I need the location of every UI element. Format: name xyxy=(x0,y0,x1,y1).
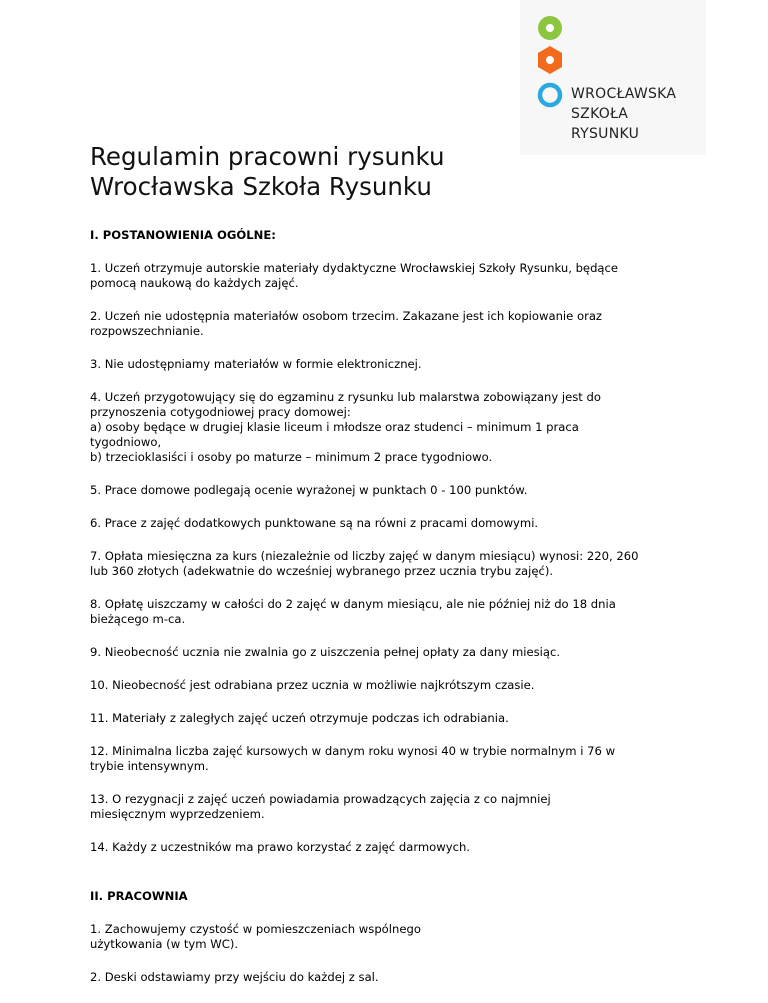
logo-wordmark xyxy=(571,84,676,144)
regulation-item xyxy=(90,645,690,660)
section-heading: II. PRACOWNIA xyxy=(90,889,188,903)
regulation-item xyxy=(90,357,690,372)
regulation-item xyxy=(90,597,690,627)
regulation-line: 10. Nieobecność jest odrabiana przez ucznia w możliwie najkrótszym czasie. xyxy=(90,678,535,692)
regulation-line: przynoszenia cotygodniowej pracy domowej: xyxy=(90,405,351,419)
green-circle-center xyxy=(546,24,554,32)
regulation-item xyxy=(90,516,690,531)
regulation-item xyxy=(90,549,690,579)
orange-hexagon-center xyxy=(546,56,554,64)
document-body xyxy=(90,228,690,1003)
regulation-item xyxy=(90,711,690,726)
green-circle-icon xyxy=(537,15,563,41)
blue-ring-shape xyxy=(540,85,560,105)
regulation-line: a) osoby będące w drugiej klasie liceum i młodsze oraz studenci – minimum 1 praca xyxy=(90,420,579,434)
title-line-2: Wrocławska Szkoła Rysunku xyxy=(90,172,432,201)
regulation-item xyxy=(90,922,690,952)
regulation-line: użytkowania (w tym WC). xyxy=(90,937,239,951)
logo-line-1: WROCŁAWSKA xyxy=(571,86,677,102)
regulation-line: bieżącego m-ca. xyxy=(90,612,186,626)
regulation-item xyxy=(90,483,690,498)
regulation-line: 3. Nie udostępniamy materiałów w formie elektronicznej. xyxy=(90,357,422,371)
regulation-item xyxy=(90,792,690,822)
regulation-line: 14. Każdy z uczestników ma prawo korzystać z zajęć darmowych. xyxy=(90,840,471,854)
regulation-item xyxy=(90,840,690,855)
regulation-line: 4. Uczeń przygotowujący się do egzaminu z rysunku lub malarstwa zobowiązany jest do xyxy=(90,390,601,404)
regulation-item xyxy=(90,261,690,291)
regulation-item xyxy=(90,678,690,693)
orange-hexagon-icon xyxy=(537,45,563,75)
regulation-line: 2. Deski odstawiamy przy wejściu do każdej z sal. xyxy=(90,970,379,984)
regulation-line: tygodniowo, xyxy=(90,435,162,449)
regulation-item xyxy=(90,309,690,339)
document-title xyxy=(90,142,550,202)
regulation-line: lub 360 złotych (adekwatnie do wcześniej wybranego przez ucznia trybu zajęć). xyxy=(90,564,554,578)
regulation-line: miesięcznym wyprzedzeniem. xyxy=(90,807,265,821)
regulation-line: 11. Materiały z zaległych zajęć uczeń otrzymuje podczas ich odrabiania. xyxy=(90,711,509,725)
regulation-item xyxy=(90,970,690,985)
blue-ring-icon xyxy=(537,82,563,108)
logo-line-2: SZKOŁA xyxy=(571,106,629,122)
regulation-line: 6. Prace z zajęć dodatkowych punktowane są na równi z pracami domowymi. xyxy=(90,516,539,530)
regulation-line: 7. Opłata miesięczna za kurs (niezależnie od liczby zajęć w danym miesiącu) wynosi: 220, 260 xyxy=(90,549,639,563)
regulation-line: trybie intensywnym. xyxy=(90,759,209,773)
section-heading: I. POSTANOWIENIA OGÓLNE: xyxy=(90,228,276,242)
regulation-item xyxy=(90,744,690,774)
regulation-line: 1. Uczeń otrzymuje autorskie materiały dydaktyczne Wrocławskiej Szkoły Rysunku, będące xyxy=(90,261,619,275)
school-logo xyxy=(520,0,706,155)
regulation-line: 9. Nieobecność ucznia nie zwalnia go z uiszczenia pełnej opłaty za dany miesiąc. xyxy=(90,645,561,659)
regulation-item xyxy=(90,390,690,465)
title-line-1: Regulamin pracowni rysunku xyxy=(90,142,445,171)
regulation-line: b) trzecioklasiści i osoby po maturze – minimum 2 prace tygodniowo. xyxy=(90,450,493,464)
regulation-line: 8. Opłatę uiszczamy w całości do 2 zajęć w danym miesiącu, ale nie później niż do 18 dnia xyxy=(90,597,616,611)
logo-line-3: RYSUNKU xyxy=(571,126,640,142)
regulation-line: 1. Zachowujemy czystość w pomieszczeniach wspólnego xyxy=(90,922,421,936)
regulation-line: pomocą naukową do każdych zajęć. xyxy=(90,276,299,290)
regulation-line: rozpowszechnianie. xyxy=(90,324,204,338)
regulation-line: 5. Prace domowe podlegają ocenie wyrażonej w punktach 0 - 100 punktów. xyxy=(90,483,528,497)
regulation-line: 13. O rezygnacji z zajęć uczeń powiadamia prowadzących zajęcia z co najmniej xyxy=(90,792,551,806)
regulation-line: 12. Minimalna liczba zajęć kursowych w danym roku wynosi 40 w trybie normalnym i 76 w xyxy=(90,744,616,758)
regulation-line: 2. Uczeń nie udostępnia materiałów osobom trzecim. Zakazane jest ich kopiowanie oraz xyxy=(90,309,603,323)
